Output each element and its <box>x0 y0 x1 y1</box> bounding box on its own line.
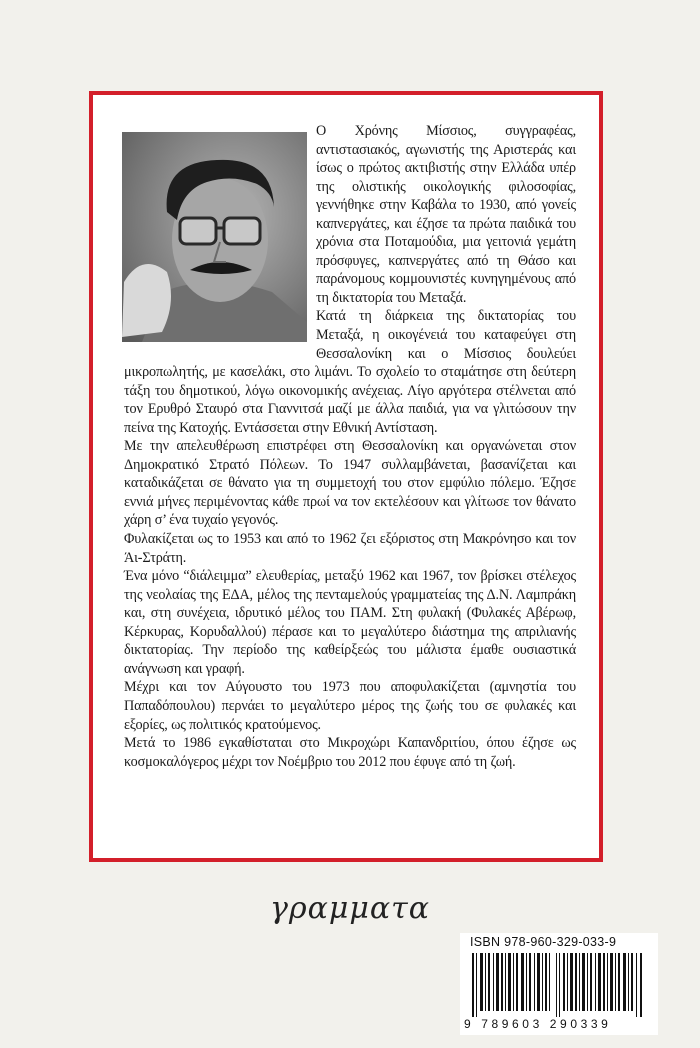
bio-paragraph: Ένα μόνο “διάλειμμα” ελευθερίας, μεταξύ 1962 και 1967, τον βρίσκει στέλεχος της νεολαίας της ΕΔΑ, μέλος της πενταμελούς γραμματείας της Δ.Ν. Λαμπράκη και, στη συνέχεια, ιδρυτικό μέλος του ΠΑΜ. Στη φυλακή (Φυλακές Αβέρωφ, Κέρκυρας, Κορυδαλλού) πέρασε και το μεγαλύτερο διάστημα της απριλιανής δικτατορίας. Την περίοδο της καθείρξεώς του μάλιστα έμαθε ουσιαστικά ανάγνωση και γραφή. <box>124 568 576 677</box>
bio-paragraph: Μετά το 1986 εγκαθίσταται στο Μικροχώρι Καπανδριτίου, όπου έζησε ως κοσμοκαλόγερος μέχρι τον Νοέμβριο του 2012 που έφυγε από τη ζωή. <box>124 735 576 770</box>
publisher-logo: γραμματα <box>270 891 430 926</box>
isbn-barcode <box>460 933 658 1035</box>
bio-paragraph: Μέχρι και τον Αύγουστο του 1973 που αποφυλακίζεται (αμνηστία του Παπαδόπουλου) περνάει το μεγαλύτερο μέρος της ζωής του σε φυλακές και εξορίες, ως πολιτικός κρατούμενος. <box>124 679 576 733</box>
ean-digits: 9 789603 290339 <box>464 1017 612 1031</box>
back-cover-frame <box>89 91 603 862</box>
isbn-text: ISBN 978-960-329-033-9 <box>470 935 617 949</box>
bio-paragraph: Ο Χρόνης Μίσσιος, συγγραφέας, αντιστασιακός, αγωνιστής της Αριστεράς και ίσως ο πρώτος ακτιβιστής στην Ελλάδα υπέρ της ολιστικής οικολογικής φιλοσοφίας, γεννήθηκε στην Καβάλα το 1930, από γονείς καπνεργάτες, και έζησε τα πρώτα παιδικά του χρόνια στα Ποταμούδια, μια γειτονιά γεμάτη πρόσφυγες, καπνεργάτες από τη Θάσο και παράνομους κομμουνιστές κυνηγημένους από τη δικτατορία του Μεταξά. <box>316 123 576 306</box>
bio-paragraph: Με την απελευθέρωση επιστρέφει στη Θεσσαλονίκη και οργανώνεται στον Δημοκρατικό Στρατό Πόλεων. Το 1947 συλλαμβάνεται, βασανίζεται και καταδικάζεται σε θάνατο για τη συμμετοχή του στον εμφύλιο πόλεμο. Έζησε εννιά μήνες περιμένοντας κάθε πρωί να τον εκτελέσουν και γλίτωσε τον θάνατο χάρη σ’ ένα τυχαίο γεγονός. <box>124 438 576 529</box>
bio-paragraph: Φυλακίζεται ως το 1953 και από το 1962 ζει εξόριστος στη Μακρόνησο και τον Άι-Στράτη. <box>124 531 576 566</box>
barcode-bars <box>470 953 650 1017</box>
author-biography <box>124 122 576 771</box>
bio-paragraph: Κατά τη διάρκεια της δικτατορίας του Μεταξά, η οικογένειά του καταφεύγει στη Θεσσαλονίκη και ο Μίσσιος δουλεύει μικροπωλητής, με κασελάκι, στο λιμάνι. Το σχολείο το σταμάτησε στη δεύτερη τάξη του δημοτικού, λόγω οικονομικής ανέχειας. Λίγο αργότερα στέλνεται από τον Ερυθρό Σταυρό στα Γιαννιτσά μαζί με άλλα παιδιά, για να γλιτώσουν την πείνα της Κατοχής. Εντάσσεται στην Εθνική Αντίσταση. <box>124 308 576 436</box>
